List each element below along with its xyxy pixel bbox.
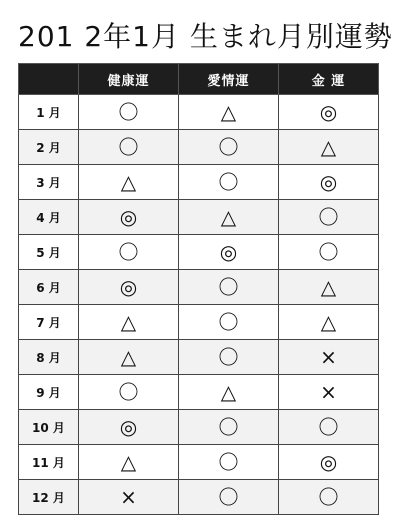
month-label: 6 月 [19,270,79,305]
health-cell [79,235,179,270]
love-rating: 〇 [218,484,239,509]
love-cell [179,270,279,305]
health-rating: △ [120,344,137,369]
money-rating: × [320,344,337,369]
header-row [19,64,379,95]
money-cell [279,200,379,235]
health-cell [79,305,179,340]
health-cell [79,375,179,410]
health-rating: ◎ [119,204,138,229]
health-rating: 〇 [118,239,139,264]
table-row [19,235,379,270]
money-rating: × [320,379,337,404]
love-rating: 〇 [218,414,239,439]
month-label: 1 月 [19,95,79,130]
header-corner [19,64,79,95]
money-cell [279,165,379,200]
month-label: 9 月 [19,375,79,410]
money-rating: △ [320,134,337,159]
table-row [19,375,379,410]
money-rating: △ [320,309,337,334]
month-label: 4 月 [19,200,79,235]
money-cell [279,95,379,130]
table-row [19,410,379,445]
love-rating: △ [220,379,237,404]
page-title: 201 2年1月 生まれ月別運勢 [18,20,393,53]
love-cell [179,235,279,270]
health-rating: △ [120,449,137,474]
love-rating: 〇 [218,449,239,474]
health-cell [79,130,179,165]
health-rating: 〇 [118,379,139,404]
health-cell [79,165,179,200]
month-label: 5 月 [19,235,79,270]
header-money: 金 運 [279,64,379,95]
love-cell [179,445,279,480]
month-label: 11 月 [19,445,79,480]
love-rating: 〇 [218,169,239,194]
love-cell [179,410,279,445]
love-rating: △ [220,204,237,229]
health-rating: × [120,484,137,509]
month-label: 10 月 [19,410,79,445]
love-rating: 〇 [218,344,239,369]
money-cell [279,340,379,375]
table-row [19,95,379,130]
health-cell [79,270,179,305]
health-cell [79,200,179,235]
love-cell [179,375,279,410]
money-rating: 〇 [318,239,339,264]
money-cell [279,480,379,515]
header-health: 健康運 [79,64,179,95]
table-row [19,165,379,200]
month-label: 7 月 [19,305,79,340]
month-label: 2 月 [19,130,79,165]
love-rating: 〇 [218,134,239,159]
table-row [19,130,379,165]
money-cell [279,130,379,165]
health-cell [79,480,179,515]
love-rating: ◎ [219,239,238,264]
money-rating: 〇 [318,204,339,229]
love-rating: 〇 [218,274,239,299]
money-rating: 〇 [318,484,339,509]
love-cell [179,165,279,200]
money-cell [279,445,379,480]
money-cell [279,235,379,270]
love-cell [179,130,279,165]
health-rating: ◎ [119,274,138,299]
table-row [19,200,379,235]
table-row [19,270,379,305]
month-label: 12 月 [19,480,79,515]
money-rating: ◎ [319,99,338,124]
health-cell [79,410,179,445]
health-rating: ◎ [119,414,138,439]
health-cell [79,445,179,480]
money-rating: ◎ [319,169,338,194]
table-row [19,340,379,375]
love-cell [179,340,279,375]
money-cell [279,410,379,445]
money-rating: △ [320,274,337,299]
month-label: 3 月 [19,165,79,200]
header-love: 愛情運 [179,64,279,95]
love-cell [179,480,279,515]
health-rating: 〇 [118,99,139,124]
money-cell [279,305,379,340]
table-row [19,480,379,515]
love-cell [179,95,279,130]
fortune-table [18,63,379,515]
health-cell [79,340,179,375]
money-rating: ◎ [319,449,338,474]
table-row [19,445,379,480]
love-cell [179,200,279,235]
love-cell [179,305,279,340]
table-row [19,305,379,340]
love-rating: △ [220,99,237,124]
health-rating: △ [120,169,137,194]
money-cell [279,375,379,410]
health-cell [79,95,179,130]
month-label: 8 月 [19,340,79,375]
money-rating: 〇 [318,414,339,439]
love-rating: 〇 [218,309,239,334]
money-cell [279,270,379,305]
health-rating: △ [120,309,137,334]
health-rating: 〇 [118,134,139,159]
